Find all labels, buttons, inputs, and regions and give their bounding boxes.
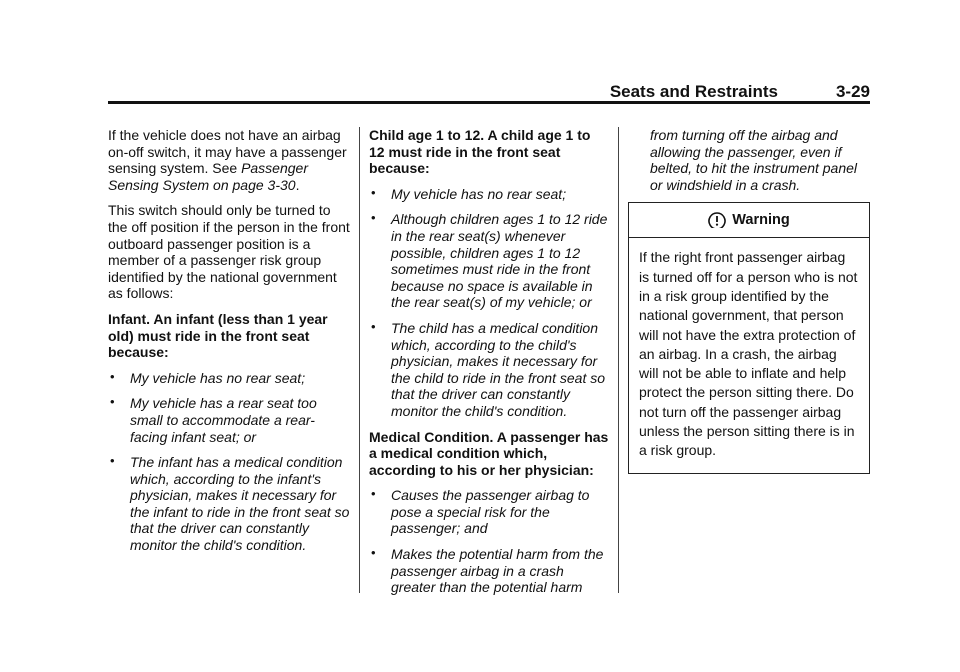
section-title: Seats and Restraints: [609, 82, 778, 101]
intro-paragraph: If the vehicle does not have an airbag on-off switch, it may have a passenger sensing system. See Passenger Sensing System on page 3-30.: [108, 127, 347, 193]
header-rule: [108, 101, 870, 104]
column-left: [108, 127, 350, 563]
infant-bullet-list: [108, 370, 350, 554]
list-item: • My vehicle has no rear seat;: [369, 186, 609, 203]
list-item: • Causes the passenger airbag to pose a special risk for the passenger; and: [369, 487, 609, 537]
list-item: • The child has a medical condition which, according to the child's physician, makes it necessary for the child to ride in the front seat so that the driver can constantly monitor the child's condition.: [369, 320, 609, 420]
medical-bullet-list: [369, 487, 609, 596]
column-middle: [369, 127, 609, 605]
column-divider: [359, 127, 360, 593]
medical-heading: Medical Condition. A passenger has a medical condition which, according to his or her physician:: [369, 428, 609, 478]
list-item: • The infant has a medical condition which, according to the infant's physician, makes it necessary for the infant to ride in the front seat so that the driver can constantly monitor the child's condition.: [108, 454, 350, 554]
list-item: • My vehicle has a rear seat too small to accommodate a rear-facing infant seat; or: [108, 395, 350, 445]
column-divider: [618, 127, 619, 593]
list-item: • Makes the potential harm from the passenger airbag in a crash greater than the potential harm: [369, 546, 609, 596]
warning-title: Warning: [732, 212, 790, 229]
switch-paragraph: This switch should only be turned to the off position if the person in the front outboard passenger position is a member of a passenger risk group identified by the national government as follows:: [108, 202, 350, 302]
child-heading: Child age 1 to 12. A child age 1 to 12 must ride in the front seat because:: [369, 127, 591, 177]
infant-heading: Infant. An infant (less than 1 year old) must ride in the front seat because:: [108, 310, 328, 361]
warning-icon: [708, 212, 726, 228]
warning-header: [629, 203, 869, 238]
list-item: • Although children ages 1 to 12 ride in the rear seat(s) whenever possible, children ages 1 to 12 sometimes must ride in the front because no space is available in the rear seat(s) of my vehicle; or: [369, 211, 609, 311]
warning-body: If the right front passenger airbag is turned off for a person who is not in a risk group identified by the national government, that person will not have the extra protection of an airbag. In a crash, the airbag will not be able to inflate and help protect the person sitting there. Do not turn off the passenger airbag unless the person sitting there is in a risk group.: [639, 249, 858, 459]
page-number: 3-29: [835, 82, 870, 101]
list-item: • My vehicle has no rear seat;: [108, 370, 350, 387]
continuation-text: from turning off the airbag and allowing the passenger, even if belted, to hit the instrument panel or windshield in a crash.: [650, 127, 858, 193]
column-right: [628, 127, 870, 474]
warning-box: [628, 202, 870, 473]
cross-reference-link[interactable]: Passenger Sensing System on page 3-30: [108, 160, 308, 193]
child-bullet-list: [369, 186, 609, 420]
